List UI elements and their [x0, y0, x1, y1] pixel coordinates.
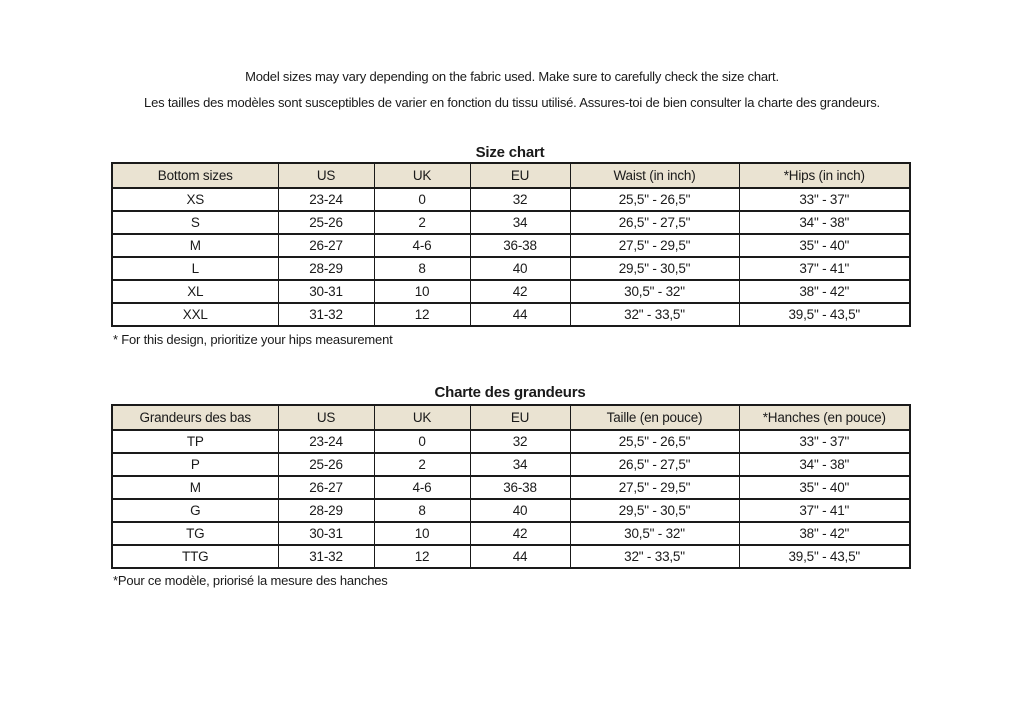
- table-cell: TP: [112, 430, 278, 453]
- table-cell: 0: [374, 430, 470, 453]
- table-cell: XS: [112, 188, 278, 211]
- col-header-us: US: [278, 163, 374, 188]
- table-cell: TTG: [112, 545, 278, 568]
- table-cell: 23-24: [278, 188, 374, 211]
- table-cell: 10: [374, 522, 470, 545]
- table-cell: 4-6: [374, 234, 470, 257]
- table-cell: 26,5" - 27,5": [570, 453, 739, 476]
- table-cell: TG: [112, 522, 278, 545]
- table-cell: 27,5" - 29,5": [570, 476, 739, 499]
- size-chart-title-en: Size chart: [475, 144, 545, 161]
- table-row: [112, 280, 910, 303]
- table-cell: 4-6: [374, 476, 470, 499]
- size-chart-title-fr: Charte des grandeurs: [434, 384, 586, 401]
- table-row: [112, 522, 910, 545]
- col-header-bottom-sizes: Bottom sizes: [112, 163, 278, 188]
- table-cell: 2: [374, 453, 470, 476]
- table-cell: 30-31: [278, 522, 374, 545]
- col-header-hanches: *Hanches (en pouce): [739, 405, 910, 430]
- table-cell: 27,5" - 29,5": [570, 234, 739, 257]
- table-cell: 25,5" - 26,5": [570, 188, 739, 211]
- table-cell: 37" - 41": [739, 499, 910, 522]
- col-header-waist: Waist (in inch): [570, 163, 739, 188]
- size-chart-table-fr: [111, 404, 911, 569]
- table-row: [112, 188, 910, 211]
- table-cell: 44: [470, 545, 570, 568]
- table-cell: 8: [374, 257, 470, 280]
- table-row: [112, 499, 910, 522]
- table-cell: 31-32: [278, 303, 374, 326]
- table-cell: 38" - 42": [739, 280, 910, 303]
- table-cell: XXL: [112, 303, 278, 326]
- table-cell: 33" - 37": [739, 188, 910, 211]
- table-row: [112, 453, 910, 476]
- table-cell: 12: [374, 303, 470, 326]
- col-header-hips: *Hips (in inch): [739, 163, 910, 188]
- table-cell: 29,5" - 30,5": [570, 257, 739, 280]
- table-cell: 28-29: [278, 257, 374, 280]
- table-header-row: [112, 163, 910, 188]
- table-cell: 32" - 33,5": [570, 545, 739, 568]
- footnote-fr: *Pour ce modèle, priorisé la mesure des hanches: [113, 573, 388, 588]
- table-cell: 34" - 38": [739, 211, 910, 234]
- table-cell: 36-38: [470, 476, 570, 499]
- table-cell: 39,5" - 43,5": [739, 303, 910, 326]
- table-header-row: [112, 405, 910, 430]
- table-cell: 23-24: [278, 430, 374, 453]
- table-row: [112, 476, 910, 499]
- table-cell: M: [112, 476, 278, 499]
- table-cell: S: [112, 211, 278, 234]
- table-cell: 36-38: [470, 234, 570, 257]
- intro-text-en: Model sizes may vary depending on the fabric used. Make sure to carefully check the size chart.: [245, 69, 779, 84]
- table-row: [112, 257, 910, 280]
- col-header-taille: Taille (en pouce): [570, 405, 739, 430]
- table-cell: 37" - 41": [739, 257, 910, 280]
- table-cell: 42: [470, 280, 570, 303]
- table-cell: 26,5" - 27,5": [570, 211, 739, 234]
- col-header-grandeurs-des-bas: Grandeurs des bas: [112, 405, 278, 430]
- table-cell: L: [112, 257, 278, 280]
- table-cell: P: [112, 453, 278, 476]
- table-cell: 2: [374, 211, 470, 234]
- table-cell: 40: [470, 499, 570, 522]
- table-cell: M: [112, 234, 278, 257]
- table-cell: 25-26: [278, 453, 374, 476]
- table-cell: 32" - 33,5": [570, 303, 739, 326]
- table-cell: 25,5" - 26,5": [570, 430, 739, 453]
- table-cell: 30-31: [278, 280, 374, 303]
- table-cell: 26-27: [278, 234, 374, 257]
- table-cell: 28-29: [278, 499, 374, 522]
- table-cell: 32: [470, 430, 570, 453]
- table-cell: 35" - 40": [739, 234, 910, 257]
- footnote-en: * For this design, prioritize your hips measurement: [113, 332, 393, 347]
- table-cell: G: [112, 499, 278, 522]
- col-header-eu: EU: [470, 405, 570, 430]
- col-header-eu: EU: [470, 163, 570, 188]
- table-cell: 32: [470, 188, 570, 211]
- table-cell: 34: [470, 453, 570, 476]
- table-row: [112, 234, 910, 257]
- table-cell: 44: [470, 303, 570, 326]
- col-header-us: US: [278, 405, 374, 430]
- table-cell: 34" - 38": [739, 453, 910, 476]
- table-row: [112, 430, 910, 453]
- table-cell: 30,5" - 32": [570, 522, 739, 545]
- table-cell: 10: [374, 280, 470, 303]
- table-row: [112, 545, 910, 568]
- col-header-uk: UK: [374, 163, 470, 188]
- table-cell: 34: [470, 211, 570, 234]
- table-cell: 12: [374, 545, 470, 568]
- table-cell: 31-32: [278, 545, 374, 568]
- table-cell: 8: [374, 499, 470, 522]
- table-cell: XL: [112, 280, 278, 303]
- intro-text-fr: Les tailles des modèles sont susceptibles de varier en fonction du tissu utilisé. Assures-toi de bien consulter la charte des grandeurs.: [144, 95, 880, 110]
- table-cell: 29,5" - 30,5": [570, 499, 739, 522]
- table-cell: 38" - 42": [739, 522, 910, 545]
- size-chart-table-en: [111, 162, 911, 327]
- table-row: [112, 303, 910, 326]
- table-cell: 0: [374, 188, 470, 211]
- table-cell: 39,5" - 43,5": [739, 545, 910, 568]
- table-cell: 30,5" - 32": [570, 280, 739, 303]
- table-cell: 42: [470, 522, 570, 545]
- table-cell: 40: [470, 257, 570, 280]
- table-cell: 35" - 40": [739, 476, 910, 499]
- table-cell: 26-27: [278, 476, 374, 499]
- table-row: [112, 211, 910, 234]
- table-cell: 25-26: [278, 211, 374, 234]
- col-header-uk: UK: [374, 405, 470, 430]
- table-cell: 33" - 37": [739, 430, 910, 453]
